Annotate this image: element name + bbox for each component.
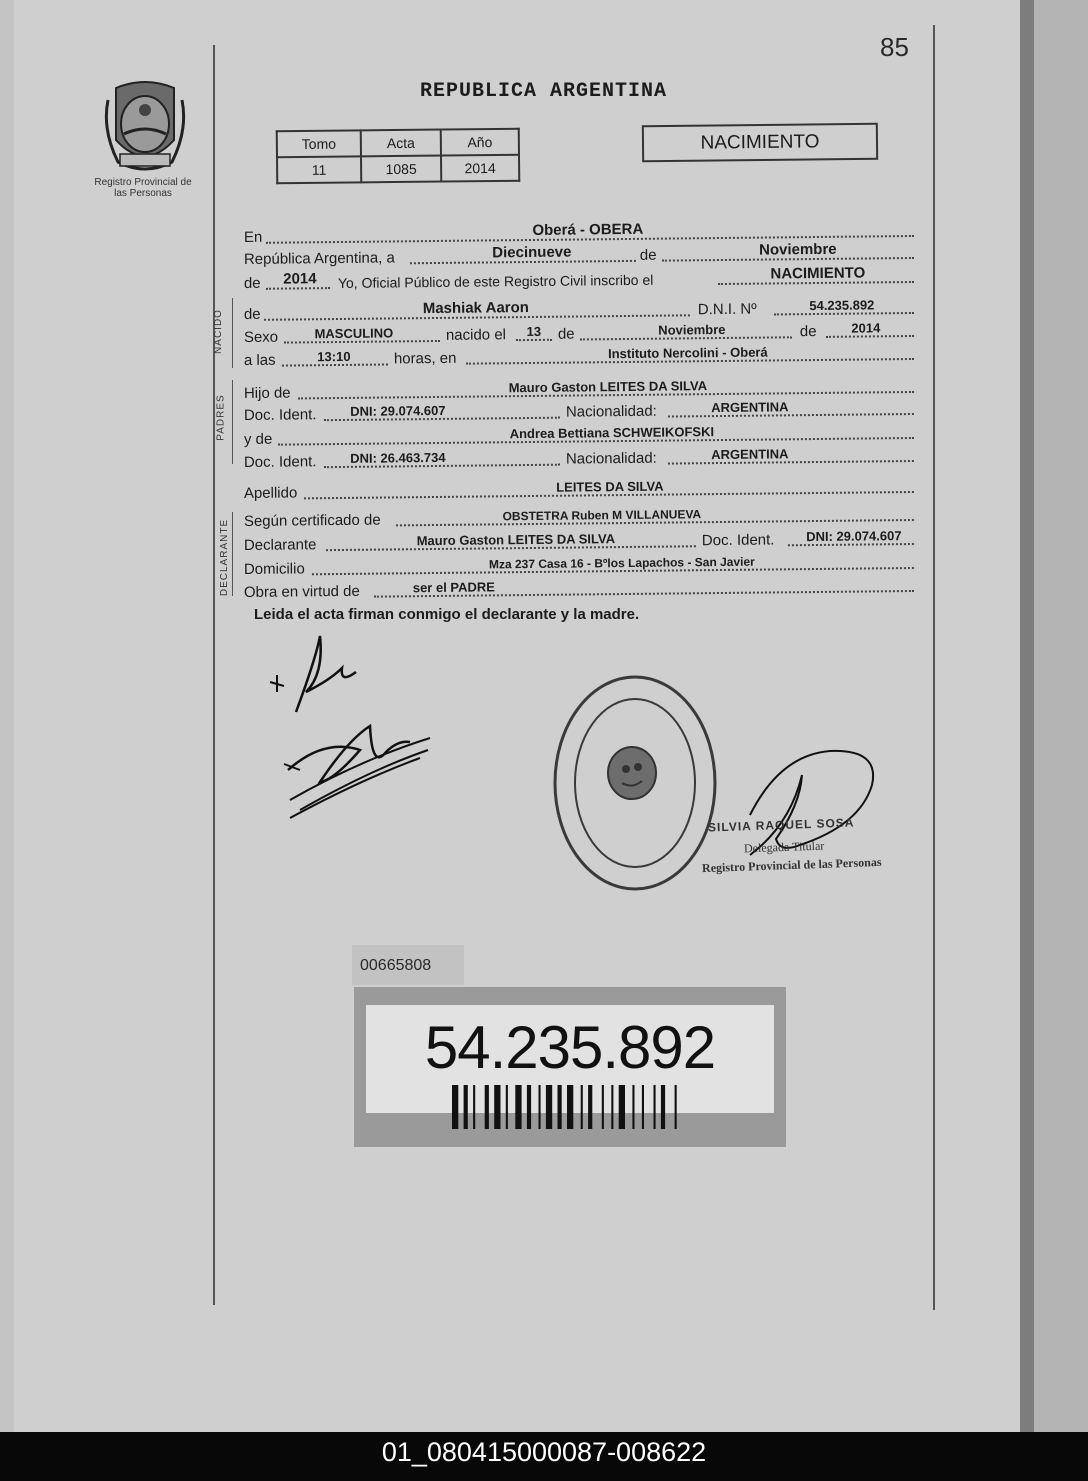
dotted-fill — [516, 339, 552, 341]
anio-header: Año — [441, 129, 519, 156]
dotted-fill — [668, 460, 914, 465]
document-title: REPUBLICA ARGENTINA — [420, 80, 668, 103]
child-dni-value: 54.235.892 — [809, 297, 875, 314]
father-nat-label: Nacionalidad: — [565, 402, 657, 421]
document-id: 01_080415000087-008622 — [381, 1437, 707, 1467]
declarante-doc-value: DNI: 29.074.607 — [806, 528, 902, 545]
de-label: de — [639, 246, 657, 264]
logo-caption: Registro Provincial de las Personas — [94, 177, 192, 199]
acta-value: 1085 — [361, 156, 441, 183]
inscribo-label: Yo, Oficial Público de este Registro Civil inscribo el — [337, 271, 654, 292]
dotted-fill — [266, 287, 330, 290]
barcode-icon — [452, 1085, 710, 1129]
serial-number: 00665808 — [352, 945, 464, 985]
nacido-el-label: nacido el — [445, 326, 507, 344]
section-label-nacido: NACIDO — [212, 309, 224, 354]
hijo-de-label: Hijo de — [243, 384, 291, 402]
declarante-bracket — [232, 512, 233, 596]
birth-de-label-2: de — [799, 323, 817, 341]
tomo-value: 11 — [277, 156, 361, 183]
dni-label: D.N.I. Nº — [697, 300, 757, 319]
mother-nat-label: Nacionalidad: — [565, 449, 657, 468]
en-label: En — [243, 228, 263, 246]
officer-name: SILVIA RAQUEL SOSA — [707, 815, 855, 835]
acta-header: Acta — [361, 130, 441, 157]
right-margin-rule — [933, 25, 935, 1310]
left-margin-rule — [213, 45, 215, 1305]
domicilio-value: Mza 237 Casa 16 - Bºlos Lapachos - San Javier — [488, 554, 755, 572]
child-name-value: Mashiak Aaron — [422, 299, 530, 318]
a-las-label: a las — [243, 351, 276, 369]
page-number: 85 — [880, 32, 909, 62]
birth-place-value: Instituto Nercolini - Oberá — [607, 344, 768, 362]
mother-nat-value: ARGENTINA — [711, 446, 789, 463]
year-value: 2014 — [283, 270, 317, 288]
sexo-value: MASCULINO — [314, 325, 394, 342]
next-page-edge — [1034, 0, 1088, 1432]
birth-month-value: Noviembre — [658, 321, 726, 338]
padres-bracket — [232, 380, 233, 464]
birth-day-value: 13 — [526, 323, 542, 340]
dotted-fill — [668, 413, 914, 418]
nacido-de-label: de — [243, 305, 261, 323]
month-value: Noviembre — [758, 240, 837, 259]
declarante-value: Mauro Gaston LEITES DA SILVA — [416, 531, 616, 549]
anio-value: 2014 — [441, 155, 519, 182]
declarante-doc-label: Doc. Ident. — [701, 531, 775, 550]
obra-value: ser el PADRE — [412, 579, 496, 596]
father-nat-value: ARGENTINA — [711, 399, 789, 416]
father-doc-label: Doc. Ident. — [243, 406, 317, 424]
officer-role: Delegada Titular — [743, 838, 825, 856]
segun-label: Según certificado de — [243, 511, 381, 530]
apellido-label: Apellido — [243, 484, 298, 502]
republica-label: República Argentina, a — [243, 249, 395, 268]
apellido-value: LEITES DA SILVA — [556, 478, 664, 495]
domicilio-label: Domicilio — [243, 560, 305, 578]
record-reference-table — [276, 128, 521, 185]
officer-organization: Registro Provincial de las Personas — [701, 854, 882, 876]
mother-name-value: Andrea Bettiana SCHWEIKOFSKI — [509, 424, 715, 442]
page-edge-shadow — [1020, 0, 1034, 1432]
record-type-box: NACIMIENTO — [642, 123, 878, 162]
obra-label: Obra en virtud de — [243, 582, 360, 601]
father-name-value: Mauro Gaston LEITES DA SILVA — [508, 378, 708, 396]
birth-year-value: 2014 — [851, 320, 881, 336]
city-value: Oberá - OBERA — [532, 220, 644, 239]
mother-doc-label: Doc. Ident. — [243, 453, 317, 471]
closing-statement: Leida el acta firman conmigo el declarante y la madre. — [254, 606, 640, 623]
scan-left-strip — [0, 0, 14, 1432]
handwritten-signatures — [260, 630, 450, 840]
nacido-bracket — [232, 298, 233, 368]
id-barcode-sticker — [354, 987, 786, 1147]
de-year-label: de — [243, 274, 261, 292]
id-number: 54.235.892 — [424, 1014, 716, 1081]
horas-label: horas, en — [393, 349, 457, 368]
birth-de-label: de — [557, 325, 575, 343]
y-de-label: y de — [243, 430, 273, 448]
mother-doc-value: DNI: 26.463.734 — [350, 449, 446, 466]
tomo-header: Tomo — [277, 130, 361, 157]
section-label-declarante: DECLARANTE — [219, 518, 231, 597]
section-label-padres: PADRES — [215, 394, 227, 441]
id-sticker-panel — [366, 1005, 774, 1113]
day-value: Diecinueve — [492, 243, 572, 262]
certificado-value: OBSTETRA Ruben M VILLANUEVA — [502, 507, 702, 524]
acta-type-value: NACIMIENTO — [770, 264, 866, 283]
declarante-label: Declarante — [243, 536, 317, 554]
sexo-label: Sexo — [243, 328, 279, 346]
father-doc-value: DNI: 29.074.607 — [350, 402, 446, 419]
paper-sheet — [14, 0, 1020, 1432]
birth-time-value: 13:10 — [317, 348, 351, 365]
